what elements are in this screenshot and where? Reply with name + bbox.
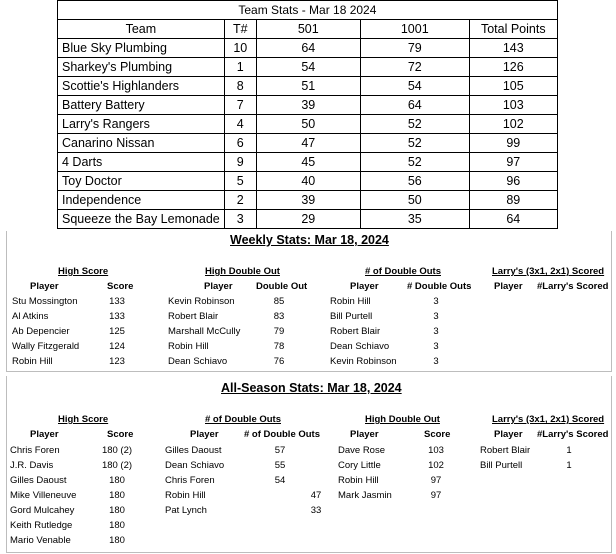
- team-row: [58, 39, 558, 58]
- team-number: 7: [224, 96, 256, 115]
- weekly-hdo-value: 79: [273, 326, 285, 337]
- season-hdo-value: 97: [430, 475, 442, 486]
- weekly-hdo-value: 85: [273, 296, 285, 307]
- team-number: 6: [224, 134, 256, 153]
- season-hdo-player-header: Player: [350, 429, 379, 440]
- team-number: 2: [224, 191, 256, 210]
- team-1001: 35: [360, 210, 469, 229]
- team-total: 126: [469, 58, 557, 77]
- team-row: [58, 134, 558, 153]
- col-tnum: T#: [224, 20, 256, 39]
- weekly-hdo-value: 76: [273, 356, 285, 367]
- team-name: Larry's Rangers: [58, 115, 225, 134]
- season-ndo-player-header: Player: [190, 429, 219, 440]
- weekly-hs-player: Al Atkins: [12, 311, 49, 322]
- weekly-hs-value: 125: [109, 326, 125, 337]
- weekly-hs-player: Stu Mossington: [12, 296, 78, 307]
- col-total: Total Points: [469, 20, 557, 39]
- season-ndo-value: 57: [274, 445, 286, 456]
- season-hs-player: Mario Venable: [10, 535, 71, 546]
- team-row: [58, 191, 558, 210]
- season-larrys-label: Larry's (3x1, 2x1) Scored: [492, 414, 605, 425]
- season-hs-value: 180: [109, 505, 125, 516]
- season-hdo-player: Dave Rose: [338, 445, 385, 456]
- season-hs-player: J.R. Davis: [10, 460, 54, 471]
- team-501: 64: [256, 39, 360, 58]
- weekly-hs-value: 124: [109, 341, 125, 352]
- team-501: 40: [256, 172, 360, 191]
- team-total: 64: [469, 210, 557, 229]
- weekly-ndo-value: 3: [433, 326, 439, 337]
- team-1001: 54: [360, 77, 469, 96]
- weekly-num-double-outs-label: # of Double Outs: [365, 266, 441, 277]
- season-hs-score-header: Score: [107, 429, 134, 440]
- team-total: 105: [469, 77, 557, 96]
- team-total: 143: [469, 39, 557, 58]
- season-high-double-out-label: High Double Out: [365, 414, 440, 425]
- weekly-hs-player: Ab Depencier: [12, 326, 70, 337]
- season-ndo-player: Pat Lynch: [165, 505, 207, 516]
- team-row: [58, 96, 558, 115]
- team-total: 99: [469, 134, 557, 153]
- weekly-ndo-player: Kevin Robinson: [330, 356, 397, 367]
- weekly-hdo-player-header: Player: [204, 281, 233, 292]
- team-total: 103: [469, 96, 557, 115]
- weekly-hs-player: Robin Hill: [12, 356, 53, 367]
- team-number: 5: [224, 172, 256, 191]
- team-number: 3: [224, 210, 256, 229]
- team-name: Scottie's Highlanders: [58, 77, 225, 96]
- weekly-hdo-value: 78: [273, 341, 285, 352]
- season-hdo-value: 103: [428, 445, 444, 456]
- weekly-ndo-player: Robert Blair: [330, 326, 381, 337]
- team-501: 39: [256, 96, 360, 115]
- team-501: 39: [256, 191, 360, 210]
- weekly-hs-score-header: Score: [107, 281, 134, 292]
- season-hs-value: 180: [109, 520, 125, 531]
- weekly-ndo-value-header: # Double Outs: [407, 281, 472, 292]
- season-larrys-player: Bill Purtell: [480, 460, 523, 471]
- weekly-hs-value: 123: [109, 356, 125, 367]
- weekly-hs-player-header: Player: [30, 281, 59, 292]
- season-larrys-player-header: Player: [494, 429, 523, 440]
- col-1001: 1001: [360, 20, 469, 39]
- season-hs-player: Mike Villeneuve: [10, 490, 77, 501]
- season-hs-value: 180: [109, 490, 125, 501]
- team-row: [58, 172, 558, 191]
- season-ndo-player: Gilles Daoust: [165, 445, 222, 456]
- team-row: [58, 210, 558, 229]
- season-ndo-player: Dean Schiavo: [165, 460, 225, 471]
- weekly-high-score-label: High Score: [58, 266, 109, 277]
- season-larrys-value: 1: [566, 445, 572, 456]
- team-row: [58, 77, 558, 96]
- season-hs-value: 180 (2): [101, 460, 133, 471]
- team-name: Sharkey's Plumbing: [58, 58, 225, 77]
- season-hs-value: 180: [109, 535, 125, 546]
- season-ndo-player: Robin Hill: [165, 490, 206, 501]
- season-larrys-player: Robert Blair: [480, 445, 531, 456]
- team-total: 96: [469, 172, 557, 191]
- team-stats-table: [57, 0, 558, 229]
- col-501: 501: [256, 20, 360, 39]
- col-team: Team: [58, 20, 225, 39]
- weekly-larrys-player-header: Player: [494, 281, 523, 292]
- season-ndo-value: 55: [274, 460, 286, 471]
- season-ndo-value: 33: [310, 505, 322, 516]
- team-name: Blue Sky Plumbing: [58, 39, 225, 58]
- season-hs-value: 180: [109, 475, 125, 486]
- weekly-hdo-value: 83: [273, 311, 285, 322]
- season-ndo-player: Chris Foren: [165, 475, 215, 486]
- season-hdo-player: Cory Little: [338, 460, 381, 471]
- team-number: 9: [224, 153, 256, 172]
- team-1001: 79: [360, 39, 469, 58]
- season-num-double-outs-label: # of Double Outs: [205, 414, 281, 425]
- weekly-larrys-value-header: #Larry's Scored: [537, 281, 609, 292]
- team-1001: 52: [360, 115, 469, 134]
- team-number: 4: [224, 115, 256, 134]
- team-row: [58, 115, 558, 134]
- team-1001: 52: [360, 153, 469, 172]
- season-hs-player: Keith Rutledge: [10, 520, 73, 531]
- season-hdo-player: Robin Hill: [338, 475, 379, 486]
- weekly-ndo-value: 3: [433, 356, 439, 367]
- season-larrys-value-header: #Larry's Scored: [537, 429, 609, 440]
- team-number: 10: [224, 39, 256, 58]
- weekly-hdo-player: Marshall McCully: [168, 326, 241, 337]
- team-1001: 52: [360, 134, 469, 153]
- weekly-ndo-player-header: Player: [350, 281, 379, 292]
- season-hdo-player: Mark Jasmin: [338, 490, 392, 501]
- team-name: Squeeze the Bay Lemonade: [58, 210, 225, 229]
- weekly-hdo-player: Robin Hill: [168, 341, 209, 352]
- weekly-ndo-value: 3: [433, 296, 439, 307]
- weekly-hdo-value-header: Double Out: [256, 281, 308, 292]
- team-number: 8: [224, 77, 256, 96]
- team-501: 51: [256, 77, 360, 96]
- team-name: Battery Battery: [58, 96, 225, 115]
- season-hs-player-header: Player: [30, 429, 59, 440]
- weekly-stats-section: [6, 231, 612, 372]
- weekly-hdo-player: Robert Blair: [168, 311, 219, 322]
- weekly-high-double-out-label: High Double Out: [205, 266, 280, 277]
- team-row: [58, 58, 558, 77]
- season-hs-player: Gilles Daoust: [10, 475, 67, 486]
- weekly-ndo-player: Bill Purtell: [330, 311, 373, 322]
- season-ndo-value: 54: [274, 475, 286, 486]
- season-hs-player: Gord Mulcahey: [10, 505, 75, 516]
- team-row: [58, 153, 558, 172]
- team-501: 50: [256, 115, 360, 134]
- weekly-stats-title: Weekly Stats: Mar 18, 2024: [230, 233, 389, 247]
- team-total: 89: [469, 191, 557, 210]
- weekly-ndo-player: Robin Hill: [330, 296, 371, 307]
- weekly-ndo-value: 3: [433, 341, 439, 352]
- weekly-hs-value: 133: [109, 296, 125, 307]
- team-501: 47: [256, 134, 360, 153]
- team-1001: 72: [360, 58, 469, 77]
- team-stats-title: Team Stats - Mar 18 2024: [58, 1, 558, 20]
- season-stats-title: All-Season Stats: Mar 18, 2024: [221, 381, 402, 395]
- team-total: 102: [469, 115, 557, 134]
- team-1001: 64: [360, 96, 469, 115]
- weekly-larrys-label: Larry's (3x1, 2x1) Scored: [492, 266, 605, 277]
- weekly-ndo-player: Dean Schiavo: [330, 341, 390, 352]
- season-ndo-value-header: # of Double Outs: [244, 429, 320, 440]
- season-ndo-value: 47: [310, 490, 322, 501]
- weekly-hdo-player: Kevin Robinson: [168, 296, 235, 307]
- weekly-hs-value: 133: [109, 311, 125, 322]
- team-501: 54: [256, 58, 360, 77]
- team-name: Toy Doctor: [58, 172, 225, 191]
- team-total: 97: [469, 153, 557, 172]
- season-hs-player: Chris Foren: [10, 445, 60, 456]
- team-number: 1: [224, 58, 256, 77]
- team-1001: 50: [360, 191, 469, 210]
- season-high-score-label: High Score: [58, 414, 109, 425]
- season-hdo-value: 102: [428, 460, 444, 471]
- season-hdo-value: 97: [430, 490, 442, 501]
- weekly-hdo-player: Dean Schiavo: [168, 356, 228, 367]
- team-501: 29: [256, 210, 360, 229]
- team-501: 45: [256, 153, 360, 172]
- team-1001: 56: [360, 172, 469, 191]
- season-larrys-value: 1: [566, 460, 572, 471]
- weekly-ndo-value: 3: [433, 311, 439, 322]
- season-hs-value: 180 (2): [101, 445, 133, 456]
- season-hdo-value-header: Score: [424, 429, 451, 440]
- team-name: Independence: [58, 191, 225, 210]
- weekly-hs-player: Wally Fitzgerald: [12, 341, 80, 352]
- team-name: Canarino Nissan: [58, 134, 225, 153]
- team-name: 4 Darts: [58, 153, 225, 172]
